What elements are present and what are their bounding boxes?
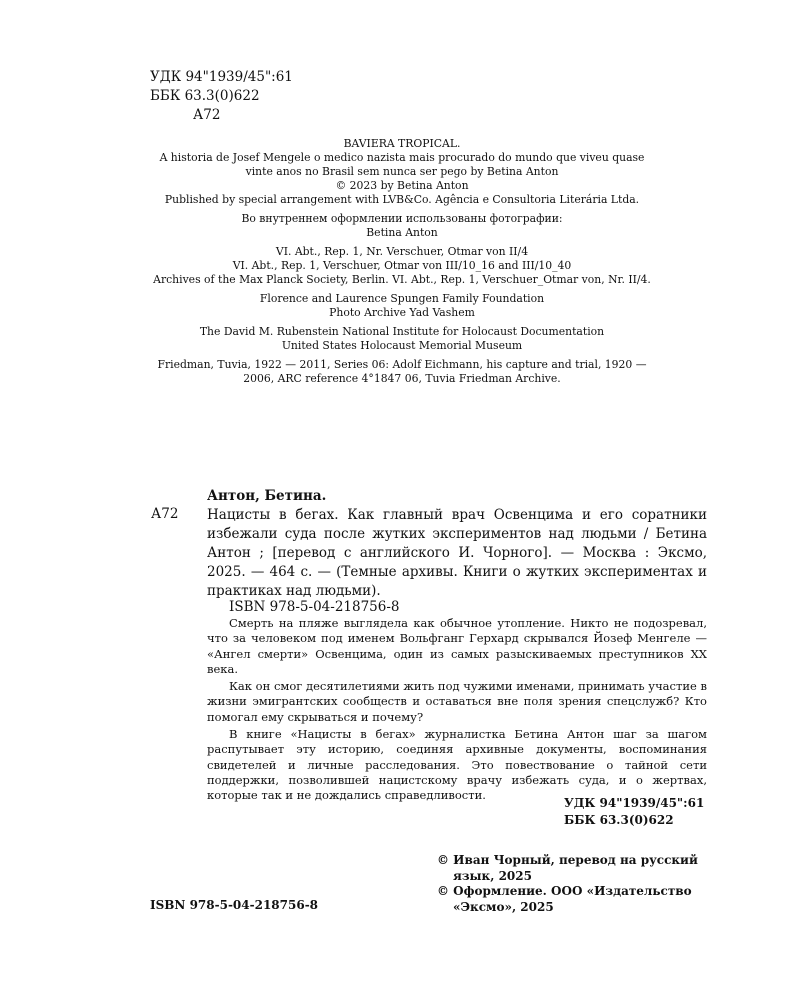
bbk-code: ББК 63.3(0)622	[150, 88, 260, 104]
original-subtitle: A historia de Josef Mengele o medico nazista mais procurado do mundo que viveu quase vinte anos no Brasil sem nunca ser pego by Betina Anton	[159, 151, 645, 178]
annotation	[207, 616, 707, 806]
imprint-block	[148, 137, 656, 386]
photo-credit-2: VI. Abt., Rep. 1, Verschuer, Otmar von III/10_16 and III/10_40	[232, 259, 572, 272]
copyright-design: © Оформление. ООО «Издательство «Эксмо», 2025	[437, 884, 692, 914]
bibliographic-code: А72	[151, 506, 179, 522]
photo-credit-ushmm: United States Holocaust Memorial Museum	[281, 339, 523, 352]
photos-author: Betina Anton	[366, 226, 438, 239]
udk-code: УДК 94"1939/45":61	[150, 69, 293, 85]
photo-credit-friedman: Friedman, Tuvia, 1922 — 2011, Series 06: Adolf Eichmann, his capture and trial, 1920 — 2006, ARC reference 4°1847 06, Tuvia Friedman Archive.	[157, 358, 647, 385]
original-copyright: © 2023 by Betina Anton	[335, 179, 469, 192]
top-classification	[150, 68, 293, 125]
annotation-paragraph-2: Как он смог десятилетиями жить под чужими именами, принимать участие в жизни эмигрантских сообществ и оставаться вне поля зрения спецслужб? Кто помогал ему скрываться и почему?	[207, 679, 707, 724]
bibliographic-description: Нацисты в бегах. Как главный врач Освенцима и его соратники избежали суда после жутких экспериментов над людьми / Бетина Антон ; [перевод с английского И. Чорного]. — Москва : Эксмо, 2025. — 464 с. — (Темные архивы. Книги о жутких экспериментах и практиках над людьми).	[207, 507, 707, 599]
isbn-line: ISBN 978-5-04-218756-8	[229, 599, 400, 615]
bottom-udk-code: УДК 94"1939/45":61	[564, 796, 705, 810]
photo-credit-rubenstein: The David M. Rubenstein National Institute for Holocaust Documentation	[199, 325, 605, 338]
original-title: BAVIERA TROPICAL.	[343, 137, 461, 150]
copyright-translation: © Иван Чорный, перевод на русский язык, 2025	[437, 853, 698, 883]
bottom-bbk-code: ББК 63.3(0)622	[564, 813, 674, 827]
photo-credit-yad-vashem: Photo Archive Yad Vashem	[329, 306, 475, 319]
photo-credit-1: VI. Abt., Rep. 1, Nr. Verschuer, Otmar von II/4	[275, 245, 529, 258]
annotation-paragraph-3: В книге «Нацисты в бегах» журналистка Бетина Антон шаг за шагом распутывает эту историю, соединяя архивные документы, воспоминания свидетелей и личные расследования. Это повествование о тайной сети поддержки, позволившей нацистскому врачу избежать суда, и о жертвах, которые так и не дождались справедливости.	[207, 727, 707, 803]
arrangement-note: Published by special arrangement with LVB&Co. Agência e Consultoria Literária Ltda.	[164, 193, 640, 206]
author-code: А72	[193, 107, 221, 123]
book-author: Антон, Бетина.	[207, 488, 327, 504]
bottom-classification	[564, 795, 704, 829]
annotation-paragraph-1: Смерть на пляже выглядела как обычное утопление. Никто не подозревал, что за человеком под именем Вольфганг Герхард скрывался Йозеф Менгеле — «Ангел смерти» Освенцима, один из самых разыскиваемых преступников XX века.	[207, 616, 707, 676]
photo-credit-3: Archives of the Max Planck Society, Berlin. VI. Abt., Rep. 1, Verschuer_Otmar von, Nr. II/4.	[153, 273, 651, 286]
photos-heading: Во внутреннем оформлении использованы фотографии:	[241, 212, 563, 225]
isbn-bottom: ISBN 978-5-04-218756-8	[150, 898, 319, 912]
copyright-block	[437, 853, 709, 915]
photo-credit-spungen: Florence and Laurence Spungen Family Foundation	[259, 292, 545, 305]
